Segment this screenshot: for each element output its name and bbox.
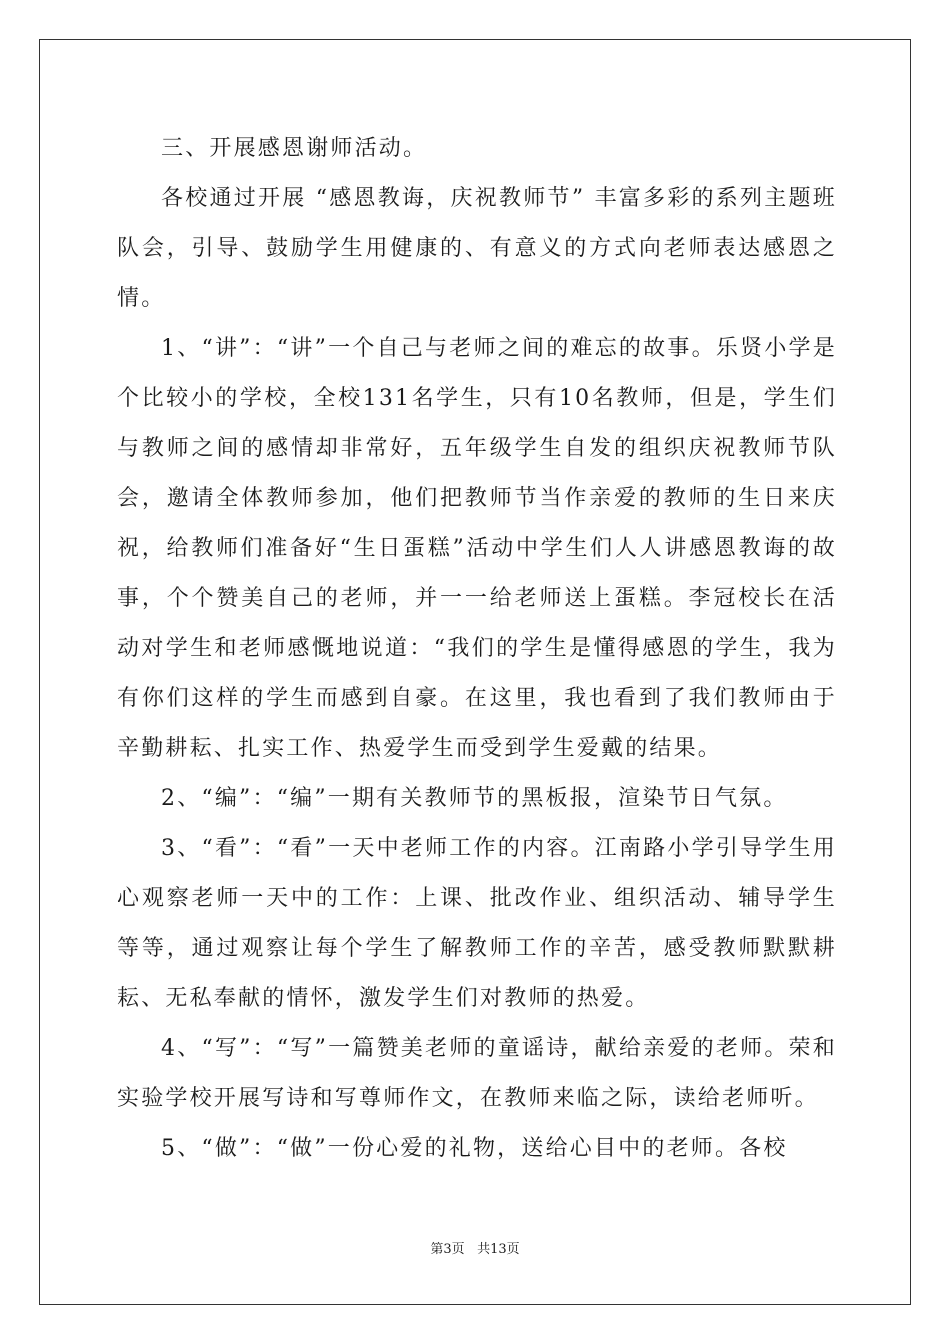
page-number-total: 共13页: [477, 1242, 520, 1257]
page-number-current: 第3页: [430, 1242, 465, 1257]
paragraph-item-5: 5、“做”：“做”一份心爱的礼物，送给心目中的老师。各校: [161, 1136, 788, 1161]
paragraph-intro: 各校通过开展 “感恩教诲，庆祝教师节” 丰富多彩的系列主题班队会，引导、鼓励学生用健康的、有意义的方式向老师表达感恩之情。: [117, 186, 837, 311]
paragraph-item-3: 3、“看”：“看”一天中老师工作的内容。江南路小学引导学生用心观察老师一天中的工作：上课、批改作业、组织活动、辅导学生等等，通过观察让每个学生了解教师工作的辛苦，感受教师默默耕耘、无私奉献的情怀，激发学生们对教师的热爱。: [117, 836, 837, 1011]
footer-spacer: [465, 1242, 477, 1257]
paragraph-item-1: 1、“讲”：“讲”一个自己与老师之间的难忘的故事。乐贤小学是个比较小的学校，全校131名学生，只有10名教师，但是，学生们与教师之间的感情却非常好，五年级学生自发的组织庆祝教师节队会，邀请全体教师参加，他们把教师节当作亲爱的教师的生日来庆祝，给教师们准备好“生日蛋糕”活动中学生们人人讲感恩教诲的故事，个个赞美自己的老师，并一一给老师送上蛋糕。李冠校长在活动对学生和老师感慨地说道：“我们的学生是懂得感恩的学生，我为有你们这样的学生而感到自豪。在这里，我也看到了我们教师由于辛勤耕耘、扎实工作、热爱学生而受到学生爱戴的结果。: [117, 336, 837, 761]
paragraph-section-heading: 三、开展感恩谢师活动。: [161, 136, 428, 161]
page-footer: [0, 1241, 950, 1259]
document-body: [117, 124, 837, 1174]
paragraph-item-4: 4、“写”：“写”一篇赞美老师的童谣诗，献给亲爱的老师。荣和实验学校开展写诗和写尊师作文，在教师来临之际，读给老师听。: [117, 1036, 837, 1111]
paragraph-item-2: 2、“编”：“编”一期有关教师节的黑板报，渲染节日气氛。: [161, 786, 788, 811]
